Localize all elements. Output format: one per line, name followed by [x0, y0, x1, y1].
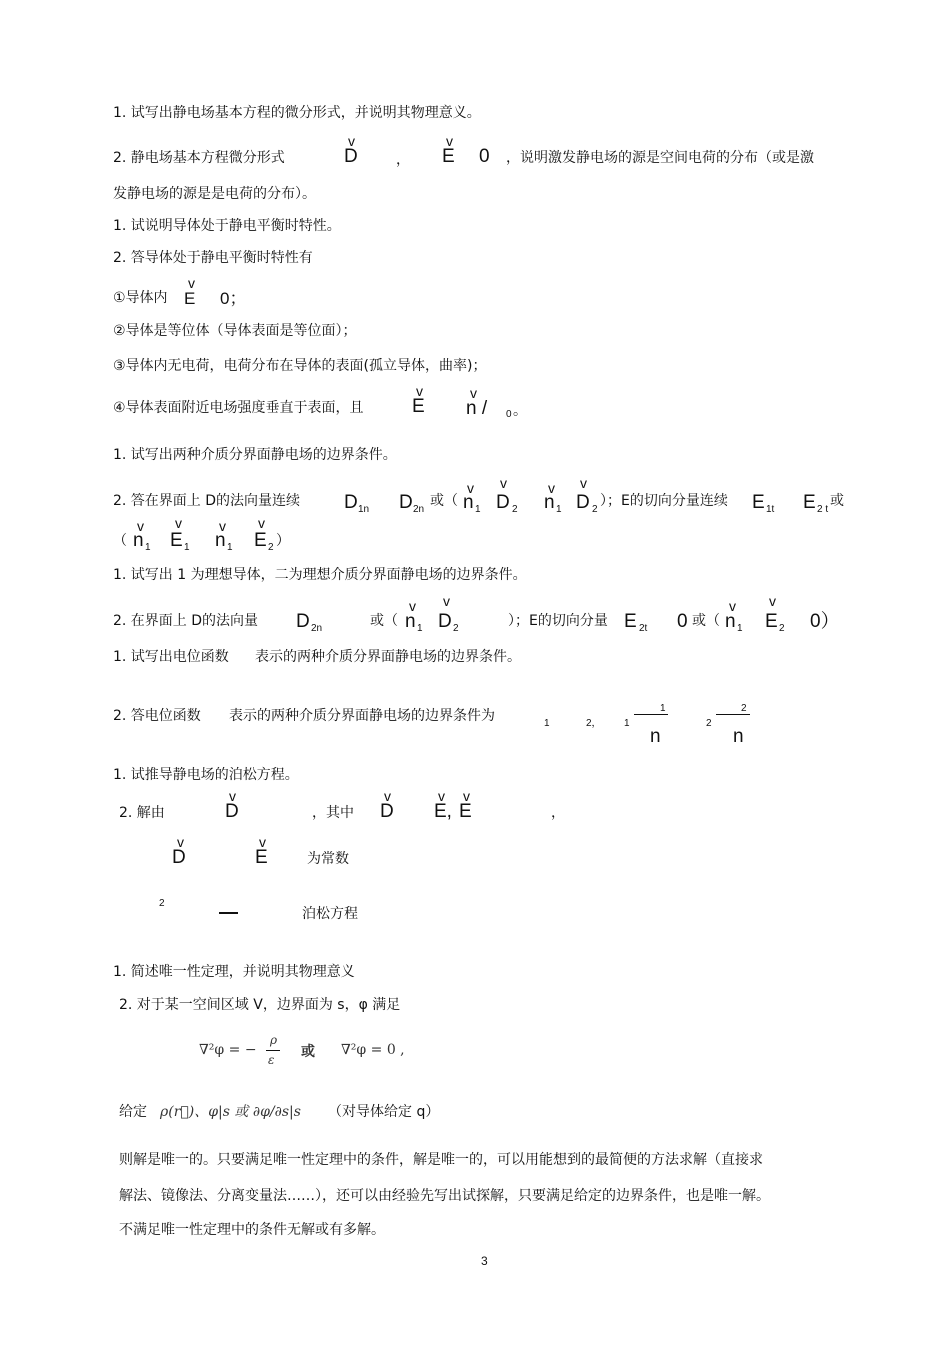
math-E: E: [412, 396, 425, 417]
vector-mark: v: [470, 385, 477, 401]
math-n: n: [544, 492, 555, 513]
fraction-numerator: 1: [660, 703, 666, 714]
math-n: n: [133, 530, 144, 551]
vector-mark: v: [416, 383, 423, 399]
subscript: 1: [624, 718, 630, 729]
vector-mark: v: [384, 788, 391, 804]
answer-3-mid: ）；E的切向分量连续: [600, 493, 728, 509]
poisson-equation: ∇²φ = −: [199, 1042, 257, 1058]
vector-mark: v: [175, 515, 182, 531]
vector-mark: v: [409, 598, 416, 614]
question-5-tail: 表示的两种介质分界面静电场的边界条件。: [255, 649, 521, 665]
math-D: D: [496, 492, 510, 513]
or-label: 或: [830, 493, 844, 509]
fraction-denominator: n: [650, 726, 661, 747]
math-zero: 0；: [220, 289, 247, 308]
vector-mark: v: [259, 834, 266, 850]
answer-7-intro: 2. 对于某一空间区域 V，边界面为 s，φ 满足: [119, 997, 401, 1013]
math-n: n: [405, 611, 416, 632]
subscript: 0: [506, 409, 512, 420]
fraction-bar: [219, 912, 238, 914]
math-zero: 0）: [810, 611, 840, 632]
question-6: 1. 试推导静电场的泊松方程。: [113, 767, 299, 783]
math-E: E: [624, 611, 637, 632]
answer-1-line2: 发静电场的源是是电荷的分布）。: [113, 186, 316, 202]
vector-mark: v: [729, 598, 736, 614]
subscript: 2 t: [817, 504, 829, 515]
math-E: E: [803, 492, 816, 513]
fraction-numerator: 2: [741, 703, 747, 714]
epsilon-symbol: ε: [268, 1053, 275, 1067]
vector-mark: v: [467, 480, 474, 496]
subscript: 2t: [639, 623, 648, 634]
vector-mark: v: [463, 788, 470, 804]
answer-7-paragraph-1: 则解是唯一的。只要满足唯一性定理中的条件，解是唯一的，可以用能想到的最简便的方法求解（直接求: [119, 1152, 763, 1168]
subscript: 1t: [766, 504, 775, 515]
answer-6-prefix: 2. 解由: [119, 805, 165, 821]
vector-mark: v: [229, 788, 236, 804]
subscript: 1: [475, 504, 481, 515]
math-D: D: [380, 801, 394, 822]
poisson-label: 泊松方程: [302, 906, 358, 922]
answer-2-item4: ④导体表面附近电场强度垂直于表面，且: [113, 400, 364, 416]
paren-close: ）: [276, 533, 290, 549]
fraction-denominator: n: [733, 726, 744, 747]
subscript: 1: [544, 718, 550, 729]
math-D: D: [172, 847, 186, 868]
vector-mark: v: [548, 480, 555, 496]
math-E: E: [170, 530, 183, 551]
fraction-bar: [266, 1050, 280, 1051]
question-7: 1. 简述唯一性定理，并说明其物理意义: [113, 964, 355, 980]
math-D: D: [399, 492, 413, 513]
subscript: 1: [417, 623, 423, 634]
vector-mark: v: [580, 475, 587, 491]
answer-2-intro: 2. 答导体处于静电平衡时特性有: [113, 250, 313, 266]
question-1: 1. 试写出静电场基本方程的微分形式，并说明其物理意义。: [113, 105, 481, 121]
math-zero: 0: [677, 611, 688, 632]
or-label: 或: [301, 1044, 315, 1060]
or-open: 或（: [430, 493, 458, 509]
subscript: 1: [737, 623, 743, 634]
math-E: E: [184, 289, 196, 308]
subscript: 2: [268, 542, 274, 553]
question-2: 1. 试说明导体处于静电平衡时特性。: [113, 218, 341, 234]
math-n: n: [463, 492, 474, 513]
math-E: E: [765, 611, 778, 632]
or-open: 或（: [692, 613, 720, 629]
math-E: E: [255, 847, 268, 868]
given-note: （对导体给定 q）: [328, 1104, 440, 1120]
answer-5-prefix: 2. 答电位函数: [113, 708, 201, 724]
answer-1-prefix: 2. 静电场基本方程微分形式: [113, 150, 285, 166]
vector-mark: v: [137, 518, 144, 534]
fraction-bar: [716, 714, 750, 715]
subscript: 1: [145, 542, 151, 553]
subscript: 2，: [586, 718, 602, 729]
given-expression: ρ(r⃗)、φ|s 或 ∂φ/∂s|s: [160, 1104, 301, 1120]
vector-mark: v: [446, 133, 453, 149]
math-D: D: [344, 146, 358, 167]
answer-2-item1: ①导体内: [113, 290, 168, 306]
answer-2-item2: ②导体是等位体（导体表面是等位面）；: [113, 323, 357, 339]
vector-mark: v: [177, 834, 184, 850]
laplace-equation: ∇²φ = 0 ,: [341, 1042, 405, 1058]
constant-label: 为常数: [307, 851, 349, 867]
page-number: 3: [481, 1254, 488, 1268]
subscript: 1n: [358, 504, 370, 515]
rho-symbol: ρ: [270, 1033, 278, 1047]
subscript: 1: [556, 504, 562, 515]
superscript: 2: [159, 898, 165, 909]
math-D: D: [438, 611, 452, 632]
answer-4-prefix: 2. 在界面上 D的法向量: [113, 613, 259, 629]
vector-mark: v: [188, 275, 195, 291]
subscript: 1: [227, 542, 233, 553]
period: 。: [513, 403, 527, 419]
math-D: D: [576, 492, 590, 513]
given-label: 给定: [119, 1104, 147, 1120]
answer-5-tail: 表示的两种介质分界面静电场的边界条件为: [229, 708, 495, 724]
subscript: 2: [592, 504, 598, 515]
or-open: 或（: [370, 613, 398, 629]
subscript: 2: [453, 623, 459, 634]
answer-1-suffix: ，说明激发静电场的源是空间电荷的分布（或是激: [506, 150, 814, 166]
math-zero: 0: [479, 146, 490, 167]
math-E: E,: [434, 801, 452, 822]
answer-7-paragraph-2: 解法、镜像法、分离变量法……），还可以由经验先写出试探解，只要满足给定的边界条件，也是唯一解。: [119, 1188, 770, 1204]
math-D: D: [344, 492, 358, 513]
vector-mark: v: [258, 515, 265, 531]
subscript: 2: [706, 718, 712, 729]
vector-mark: v: [219, 518, 226, 534]
fraction-bar: [634, 714, 668, 715]
question-5: 1. 试写出电位函数: [113, 649, 229, 665]
math-D: D: [225, 801, 239, 822]
where-label: ，其中: [312, 805, 354, 821]
vector-mark: v: [443, 593, 450, 609]
question-4: 1. 试写出 1 为理想导体，二为理想介质分界面静电场的边界条件。: [113, 567, 527, 583]
answer-4-mid: ）；E的切向分量: [508, 613, 608, 629]
subscript: 2: [779, 623, 785, 634]
question-3: 1. 试写出两种介质分界面静电场的边界条件。: [113, 447, 397, 463]
math-D: D: [296, 611, 310, 632]
answer-7-paragraph-3: 不满足唯一性定理中的条件无解或有多解。: [119, 1222, 385, 1238]
vector-mark: v: [500, 475, 507, 491]
math-E: E: [459, 801, 472, 822]
answer-3-prefix: 2. 答在界面上 D的法向量连续: [113, 493, 301, 509]
comma: ，: [396, 152, 410, 168]
math-E: E: [254, 530, 267, 551]
subscript: 2: [512, 504, 518, 515]
math-n: n: [725, 611, 736, 632]
math-n: n: [215, 530, 226, 551]
comma: ，: [551, 805, 565, 821]
math-n: n /: [466, 398, 488, 419]
subscript: 2n: [311, 623, 323, 634]
paren-open: （: [113, 533, 127, 549]
subscript: 1: [184, 542, 190, 553]
vector-mark: v: [769, 593, 776, 609]
math-E: E: [752, 492, 765, 513]
math-E: E: [442, 146, 455, 167]
answer-2-item3: ③导体内无电荷，电荷分布在导体的表面(孤立导体，曲率)；: [113, 358, 487, 374]
vector-mark: v: [348, 133, 355, 149]
vector-mark: v: [438, 788, 445, 804]
subscript: 2n: [413, 504, 425, 515]
